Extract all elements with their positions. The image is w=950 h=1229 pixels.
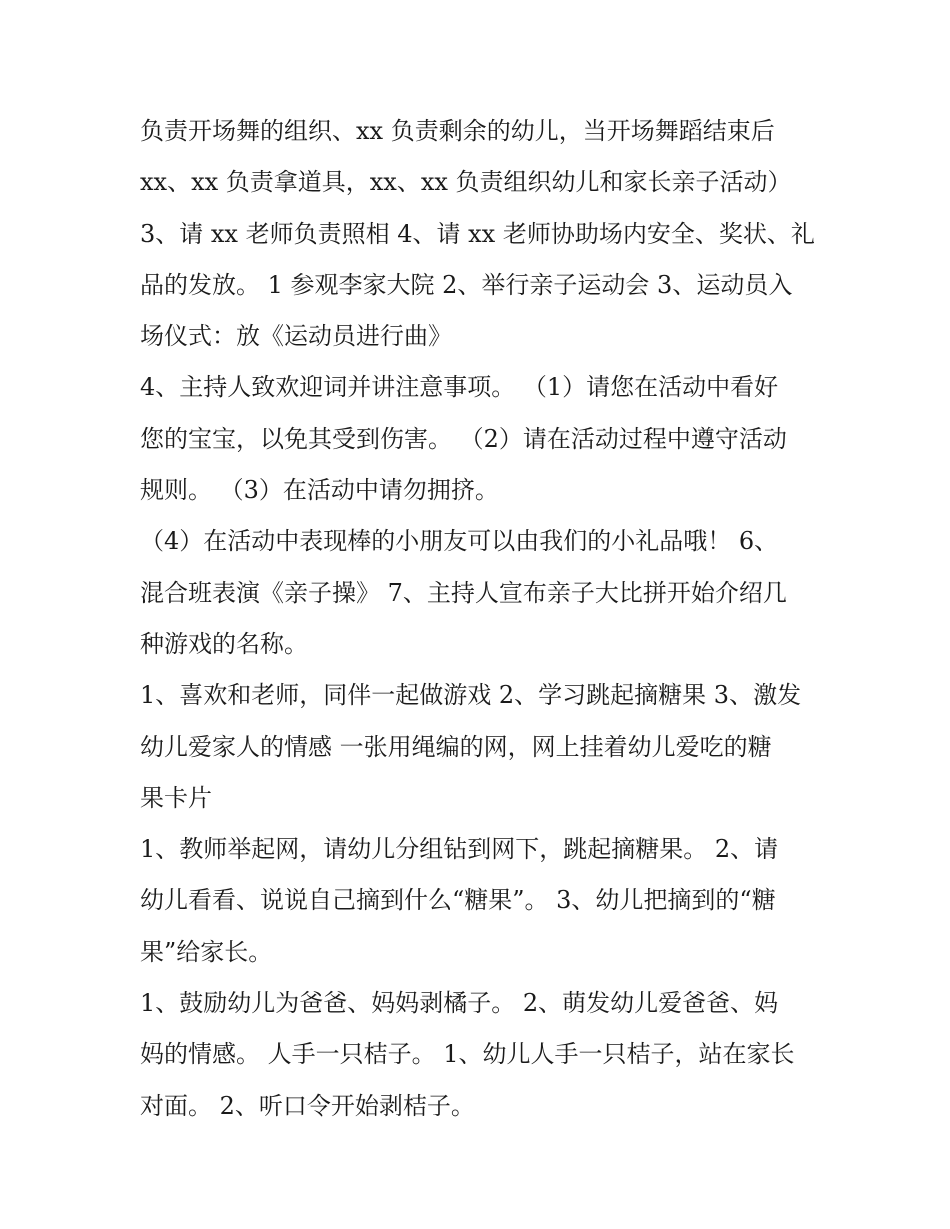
text-line: 3、请 xx 老师负责照相 4、请 xx 老师协助场内安全、奖状、礼 [140,219,815,248]
text-line: 混合班表演《亲子操》 7、主持人宣布亲子大比拼开始介绍几 [140,578,787,607]
text-line: 您的宝宝，以免其受到伤害。 （2）请在活动过程中遵守活动 [140,424,787,453]
text-line: xx、xx 负责拿道具，xx、xx 负责组织幼儿和家长亲子活动） [140,168,792,197]
text-line: 4、主持人致欢迎词并讲注意事项。 （1）请您在活动中看好 [140,373,779,402]
text-line: 对面。 2、听口令开始剥桔子。 [140,1091,475,1120]
text-line: 果”给家长。 [140,937,273,966]
body-text [140,106,820,1132]
text-line: 品的发放。 1 参观李家大院 2、举行亲子运动会 3、运动员入 [140,270,793,299]
text-line: 幼儿爱家人的情感 一张用绳编的网，网上挂着幼儿爱吃的糖 [140,732,772,761]
text-line: 妈的情感。 人手一只桔子。 1、幼儿人手一只桔子，站在家长 [140,1040,795,1069]
text-line: 幼儿看看、说说自己摘到什么“糖果”。 3、幼儿把摘到的“糖 [140,886,776,915]
text-line: 1、鼓励幼儿为爸爸、妈妈剥橘子。 2、萌发幼儿爱爸爸、妈 [140,989,779,1018]
text-line: 种游戏的名称。 [140,629,308,658]
text-line: 场仪式：放《运动员进行曲》 [140,322,452,351]
text-line: 1、喜欢和老师，同伴一起做游戏 2、学习跳起摘糖果 3、激发 [140,681,802,710]
text-line: 负责开场舞的组织、xx 负责剩余的幼儿，当开场舞蹈结束后 [140,117,775,145]
text-line: 1、教师举起网，请幼儿分组钻到网下，跳起摘糖果。 2、请 [140,835,779,864]
text-line: 果卡片 [140,783,212,812]
text-line: （4）在活动中表现棒的小朋友可以由我们的小礼品哦！ 6、 [140,527,779,556]
text-line: 规则。 （3）在活动中请勿拥挤。 [140,476,499,505]
